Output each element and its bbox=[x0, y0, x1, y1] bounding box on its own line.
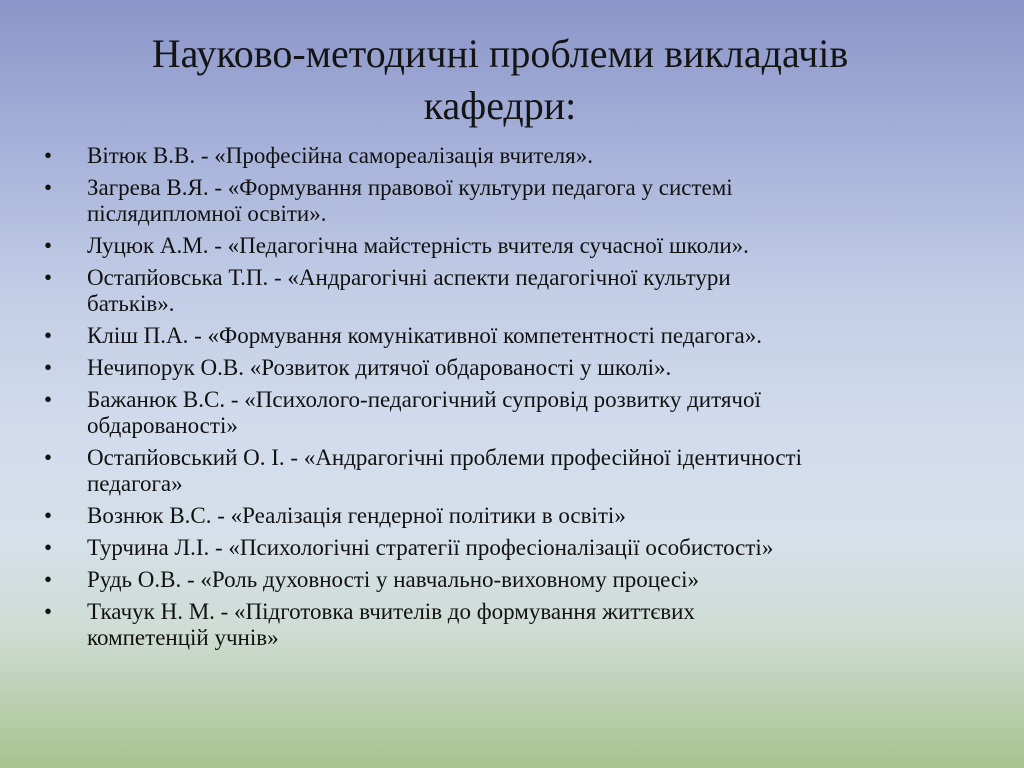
bullet-icon: • bbox=[44, 535, 53, 560]
list-item bbox=[44, 567, 994, 593]
bullet-icon: • bbox=[44, 387, 53, 412]
list-item-line: Остапйовський О. І. - «Андрагогічні проблеми професійної ідентичності bbox=[87, 445, 802, 470]
list-item bbox=[44, 143, 994, 169]
list-item bbox=[44, 323, 994, 349]
list-item-line: обдарованості» bbox=[87, 413, 238, 438]
list-item-line: Загрева В.Я. - «Формування правової культури педагога у системі bbox=[87, 175, 733, 200]
list-item-line: Вітюк В.В. - «Професійна самореалізація вчителя». bbox=[87, 143, 593, 168]
bullet-icon: • bbox=[44, 143, 53, 168]
bullet-icon: • bbox=[44, 445, 53, 470]
list-item bbox=[44, 175, 994, 227]
bullet-icon: • bbox=[44, 599, 53, 624]
list-item bbox=[44, 599, 994, 651]
slide-title bbox=[60, 28, 940, 132]
bullet-icon: • bbox=[44, 567, 53, 592]
list-item-line: Нечипорук О.В. «Розвиток дитячої обдарованості у школі». bbox=[87, 355, 672, 380]
bullet-icon: • bbox=[44, 233, 53, 258]
list-item bbox=[44, 355, 994, 381]
bullet-list bbox=[44, 143, 994, 657]
list-item bbox=[44, 265, 994, 317]
list-item-line: компетенцій учнів» bbox=[87, 625, 279, 650]
list-item-line: Остапйовська Т.П. - «Андрагогічні аспекти педагогічної культури bbox=[87, 265, 731, 290]
list-item-line: післядипломної освіти». bbox=[87, 201, 327, 226]
bullet-icon: • bbox=[44, 323, 53, 348]
list-item bbox=[44, 445, 994, 497]
list-item-line: Бажанюк В.С. - «Психолого-педагогічний супровід розвитку дитячої bbox=[87, 387, 761, 412]
list-item bbox=[44, 233, 994, 259]
list-item bbox=[44, 503, 994, 529]
list-item-line: Луцюк А.М. - «Педагогічна майстерність вчителя сучасної школи». bbox=[87, 233, 749, 258]
list-item-line: Турчина Л.І. - «Психологічні стратегії професіоналізації особистості» bbox=[87, 535, 774, 560]
bullet-icon: • bbox=[44, 175, 53, 200]
list-item-line: Вознюк В.С. - «Реалізація гендерної політики в освіті» bbox=[87, 503, 626, 528]
list-item bbox=[44, 535, 994, 561]
list-item-line: Кліш П.А. - «Формування комунікативної компетентності педагога». bbox=[87, 323, 762, 348]
title-line-1: Науково-методичні проблеми викладачів bbox=[151, 31, 849, 76]
list-item-line: Ткачук Н. М. - «Підготовка вчителів до формування життєвих bbox=[87, 599, 695, 624]
bullet-icon: • bbox=[44, 265, 53, 290]
list-item-line: Рудь О.В. - «Роль духовності у навчально-виховному процесі» bbox=[87, 567, 699, 592]
bullet-icon: • bbox=[44, 355, 53, 380]
list-item bbox=[44, 387, 994, 439]
list-item-line: педагога» bbox=[87, 471, 183, 496]
bullet-icon: • bbox=[44, 503, 53, 528]
list-item-line: батьків». bbox=[87, 291, 175, 316]
title-line-2: кафедри: bbox=[423, 83, 577, 128]
